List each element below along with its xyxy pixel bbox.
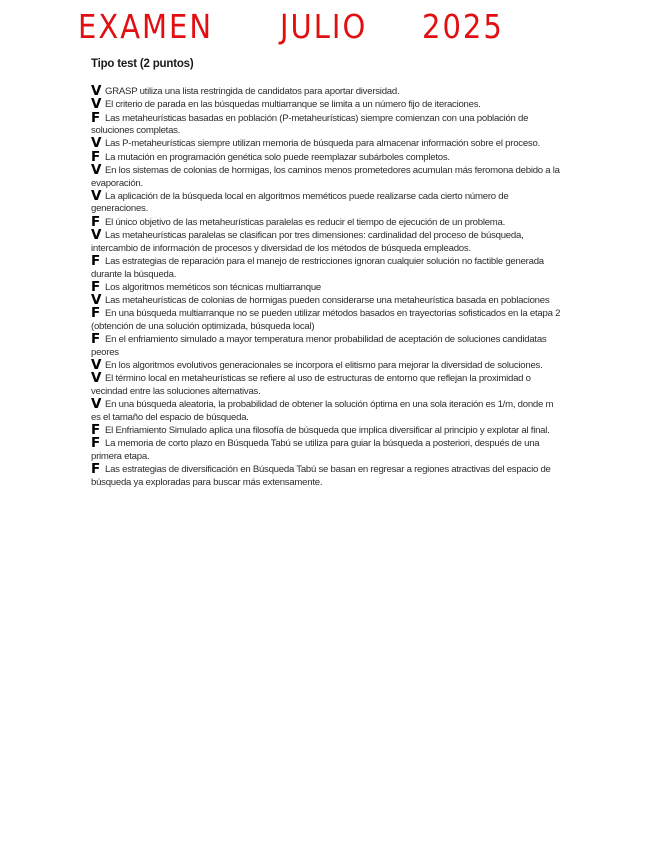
handwritten-answer-mark: F	[91, 278, 100, 295]
handwritten-answer-mark: V	[91, 187, 102, 204]
handwritten-answer-mark: V	[91, 292, 102, 309]
question-text: El único objetivo de las metaheurísticas paralelas es reducir el tiempo de ejecución de un problema.	[105, 216, 506, 228]
handwritten-answer-mark: F	[91, 305, 100, 322]
handwritten-answer-mark: V	[91, 83, 102, 99]
handwritten-answer-mark: V	[91, 135, 102, 152]
title-word-exam: EXAMEN	[78, 8, 214, 47]
question-text: Las metaheurísticas basadas en población (P-metaheurísticas) siempre comienzan con una población de soluciones completas.	[91, 112, 529, 137]
question-item	[91, 252, 563, 281]
question-item	[91, 396, 563, 424]
question-text: Los algoritmos meméticos son técnicas multiarranque	[105, 281, 322, 293]
handwritten-exam-title	[78, 8, 518, 48]
question-text: Las metaheurísticas de colonias de hormigas pueden considerarse una metaheurística basada en poblaciones	[105, 295, 550, 307]
handwritten-answer-mark: V	[91, 396, 102, 413]
question-item	[91, 227, 563, 255]
handwritten-answer-mark: F	[91, 435, 100, 452]
question-text: Las P-metaheurísticas siempre utilizan memoria de búsqueda para almacenar información sobre el proceso.	[105, 138, 540, 150]
handwritten-answer-mark: F	[91, 422, 100, 439]
question-item	[91, 109, 563, 138]
question-item	[91, 461, 563, 489]
question-text: El término local en metaheurísticas se refiere al uso de estructuras de entorno que reflejan la proximidad o vecindad entre las soluciones alternativas.	[91, 373, 531, 397]
question-text: La mutación en programación genética solo puede reemplazar subárboles completos.	[105, 151, 450, 163]
handwritten-answer-mark: F	[91, 461, 100, 478]
question-text: En una búsqueda multiarranque no se pueden utilizar métodos basados en trayectorias sofisticados en la etapa 2 (obtención de una solución optimizada, búsqueda local)	[91, 308, 561, 332]
question-text: En los sistemas de colonias de hormigas, los caminos menos prometedores acumulan más feromona debido a la evaporación.	[91, 165, 560, 189]
question-list	[91, 83, 563, 490]
handwritten-answer-mark: F	[91, 109, 100, 126]
handwritten-answer-mark: F	[91, 331, 100, 348]
question-item	[91, 278, 563, 295]
question-text: GRASP utiliza una lista restringida de candidatos para aportar diversidad.	[105, 86, 400, 97]
question-item	[91, 135, 563, 152]
question-item	[91, 187, 563, 216]
handwritten-answer-mark: V	[91, 96, 102, 113]
handwritten-answer-mark: V	[91, 227, 102, 244]
question-item	[91, 370, 563, 398]
question-text: Las metaheurísticas paralelas se clasifican por tres dimensiones: cardinalidad del proceso de búsqueda, intercambio de información de procesos y diversidad de los métodos de búsqueda empleados.	[91, 230, 524, 254]
handwritten-answer-mark: F	[91, 148, 100, 165]
question-item	[91, 292, 563, 309]
question-item	[91, 357, 563, 374]
question-item	[91, 422, 563, 439]
question-item	[91, 83, 563, 99]
handwritten-answer-mark: V	[91, 162, 102, 178]
question-text: El Enfriamiento Simulado aplica una filosofía de búsqueda que implica diversificar al principio y explotar al final.	[105, 425, 550, 437]
question-text: La aplicación de la búsqueda local en algoritmos meméticos puede realizarse cada cierto número de generaciones.	[91, 190, 509, 215]
question-text: Las estrategias de reparación para el manejo de restricciones ignoran cualquier solución no factible generada durante la búsqueda.	[91, 255, 544, 280]
title-word-month: JULIO	[280, 8, 368, 47]
question-text: Las estrategias de diversificación en Búsqueda Tabú se basan en regresar a regiones atractivas del espacio de búsqueda ya exploradas para buscar más extensamente.	[91, 464, 551, 488]
question-text: La memoria de corto plazo en Búsqueda Tabú se utiliza para guiar la búsqueda a posteriori, después de una primera etapa.	[91, 438, 540, 462]
question-item	[91, 148, 563, 165]
handwritten-answer-mark: F	[91, 252, 100, 269]
question-text: En el enfriamiento simulado a mayor temperatura menor probabilidad de aceptación de soluciones candidatas peores	[91, 334, 547, 358]
handwritten-answer-mark: V	[91, 357, 102, 374]
question-item	[91, 96, 563, 113]
question-text: En una búsqueda aleatoria, la probabilidad de obtener la solución óptima en una sola iteración es 1/m, donde m es el tamaño del espacio de búsqueda.	[91, 399, 554, 423]
question-item	[91, 162, 563, 190]
question-item	[91, 435, 563, 463]
question-text: El criterio de parada en las búsquedas multiarranque se limita a un número fijo de iteraciones.	[105, 99, 481, 111]
section-title: Tipo test (2 puntos)	[91, 58, 194, 70]
question-item	[91, 213, 563, 230]
handwritten-answer-mark: V	[91, 370, 102, 387]
question-item	[91, 331, 563, 359]
title-word-year: 2025	[422, 8, 504, 47]
question-item	[91, 305, 563, 333]
question-text: En los algoritmos evolutivos generacionales se incorpora el elitismo para mejorar la diversidad de soluciones.	[105, 360, 543, 372]
handwritten-answer-mark: F	[91, 213, 100, 230]
